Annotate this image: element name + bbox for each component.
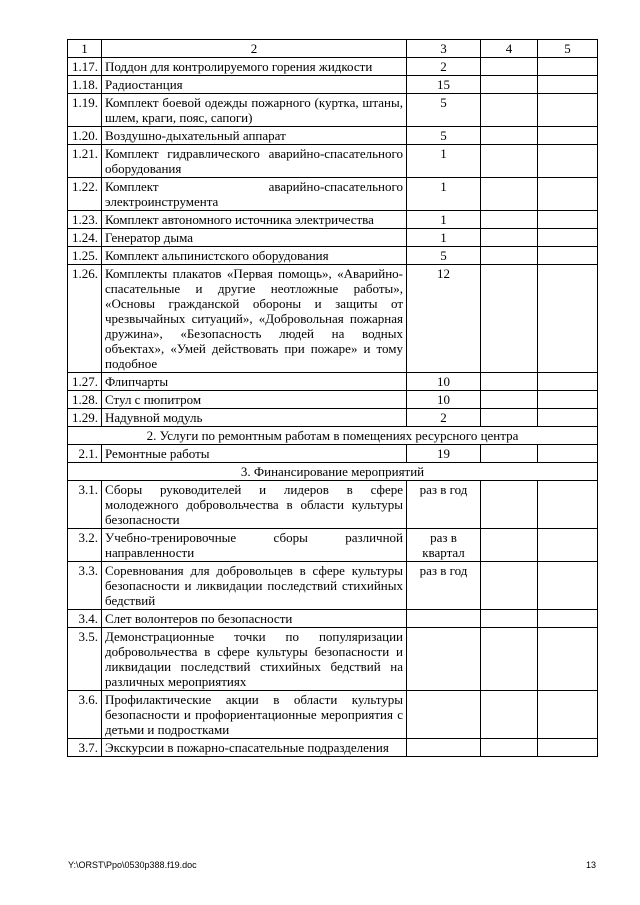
table-row bbox=[68, 562, 598, 610]
header-col-5: 5 bbox=[538, 40, 598, 58]
row-col-5 bbox=[538, 58, 598, 76]
row-col-4 bbox=[481, 94, 538, 127]
row-col-4 bbox=[481, 76, 538, 94]
equipment-table bbox=[67, 39, 598, 757]
row-col-5 bbox=[538, 145, 598, 178]
row-col-4 bbox=[481, 610, 538, 628]
row-col-5 bbox=[538, 76, 598, 94]
row-col-4 bbox=[481, 739, 538, 757]
row-name: Сборы руководителей и лидеров в сфере молодежного добровольчества в области культуры безопасности bbox=[102, 481, 407, 529]
header-col-2: 2 bbox=[102, 40, 407, 58]
row-name: Комплекты плакатов «Первая помощь», «Аварийно-спасательные и другие неотложные работы», «Основы гражданской обороны и защиты от чрезвычайных ситуаций», «Добровольная пожарная дружина», «Безопасность людей на водных объектах», «Умей действовать при пожаре» и тому подобное bbox=[102, 265, 407, 373]
table-row bbox=[68, 691, 598, 739]
row-col-4 bbox=[481, 373, 538, 391]
row-number: 1.19. bbox=[68, 94, 102, 127]
row-quantity: 1 bbox=[407, 178, 481, 211]
row-number: 1.23. bbox=[68, 211, 102, 229]
row-quantity bbox=[407, 739, 481, 757]
table-row bbox=[68, 739, 598, 757]
row-quantity: раз в квартал bbox=[407, 529, 481, 562]
table-row bbox=[68, 229, 598, 247]
row-number: 1.27. bbox=[68, 373, 102, 391]
row-number: 1.29. bbox=[68, 409, 102, 427]
row-number: 3.4. bbox=[68, 610, 102, 628]
table-row bbox=[68, 409, 598, 427]
row-quantity: 5 bbox=[407, 247, 481, 265]
table-row bbox=[68, 94, 598, 127]
section-row bbox=[68, 427, 598, 445]
row-name: Генератор дыма bbox=[102, 229, 407, 247]
row-name: Надувной модуль bbox=[102, 409, 407, 427]
table-row bbox=[68, 391, 598, 409]
row-number: 1.25. bbox=[68, 247, 102, 265]
row-name: Воздушно-дыхательный аппарат bbox=[102, 127, 407, 145]
row-name: Радиостанция bbox=[102, 76, 407, 94]
row-number: 3.6. bbox=[68, 691, 102, 739]
row-col-5 bbox=[538, 529, 598, 562]
row-number: 1.24. bbox=[68, 229, 102, 247]
table-body bbox=[68, 40, 598, 757]
row-quantity: 5 bbox=[407, 127, 481, 145]
row-number: 2.1. bbox=[68, 445, 102, 463]
row-name: Демонстрационные точки по популяризации добровольчества в сфере культуры безопасности и ликвидации последствий стихийных бедствий на различных мероприятиях bbox=[102, 628, 407, 691]
row-quantity: 1 bbox=[407, 229, 481, 247]
table-row bbox=[68, 481, 598, 529]
page-number: 13 bbox=[586, 860, 597, 870]
row-quantity: 10 bbox=[407, 373, 481, 391]
row-col-4 bbox=[481, 481, 538, 529]
row-col-5 bbox=[538, 211, 598, 229]
row-name: Экскурсии в пожарно-спасательные подразделения bbox=[102, 739, 407, 757]
file-path: Y:\ORST\Ppo\0530p388.f19.doc bbox=[68, 860, 197, 870]
row-col-5 bbox=[538, 445, 598, 463]
row-col-5 bbox=[538, 247, 598, 265]
table-row bbox=[68, 628, 598, 691]
row-number: 1.18. bbox=[68, 76, 102, 94]
row-quantity: 12 bbox=[407, 265, 481, 373]
row-quantity: 15 bbox=[407, 76, 481, 94]
row-col-4 bbox=[481, 445, 538, 463]
row-name: Флипчарты bbox=[102, 373, 407, 391]
row-col-5 bbox=[538, 391, 598, 409]
row-quantity: 2 bbox=[407, 409, 481, 427]
row-col-5 bbox=[538, 409, 598, 427]
row-number: 1.21. bbox=[68, 145, 102, 178]
row-quantity: 1 bbox=[407, 211, 481, 229]
table-row bbox=[68, 178, 598, 211]
row-name: Стул с пюпитром bbox=[102, 391, 407, 409]
row-name: Комплект гидравлического аварийно-спасательного оборудования bbox=[102, 145, 407, 178]
row-col-4 bbox=[481, 391, 538, 409]
row-number: 3.2. bbox=[68, 529, 102, 562]
row-col-4 bbox=[481, 211, 538, 229]
row-col-5 bbox=[538, 481, 598, 529]
row-col-4 bbox=[481, 691, 538, 739]
row-number: 1.22. bbox=[68, 178, 102, 211]
row-number: 3.3. bbox=[68, 562, 102, 610]
row-col-5 bbox=[538, 739, 598, 757]
row-quantity: 5 bbox=[407, 94, 481, 127]
row-quantity: 10 bbox=[407, 391, 481, 409]
row-quantity: раз в год bbox=[407, 562, 481, 610]
row-quantity bbox=[407, 610, 481, 628]
row-name: Комплект альпинистского оборудования bbox=[102, 247, 407, 265]
row-quantity: раз в год bbox=[407, 481, 481, 529]
header-row bbox=[68, 40, 598, 58]
row-col-4 bbox=[481, 529, 538, 562]
row-col-4 bbox=[481, 127, 538, 145]
header-col-3: 3 bbox=[407, 40, 481, 58]
row-col-5 bbox=[538, 691, 598, 739]
table-row bbox=[68, 610, 598, 628]
row-col-4 bbox=[481, 145, 538, 178]
section-row bbox=[68, 463, 598, 481]
row-col-4 bbox=[481, 58, 538, 76]
row-number: 3.7. bbox=[68, 739, 102, 757]
row-quantity: 1 bbox=[407, 145, 481, 178]
row-number: 1.20. bbox=[68, 127, 102, 145]
row-col-5 bbox=[538, 373, 598, 391]
section-title: 3. Финансирование мероприятий bbox=[68, 463, 598, 481]
row-name: Комплект боевой одежды пожарного (куртка, штаны, шлем, краги, пояс, сапоги) bbox=[102, 94, 407, 127]
table-row bbox=[68, 76, 598, 94]
row-name: Слет волонтеров по безопасности bbox=[102, 610, 407, 628]
row-name: Комплект автономного источника электричества bbox=[102, 211, 407, 229]
row-name: Поддон для контролируемого горения жидкости bbox=[102, 58, 407, 76]
header-col-1: 1 bbox=[68, 40, 102, 58]
row-col-4 bbox=[481, 265, 538, 373]
table-row bbox=[68, 247, 598, 265]
table-row bbox=[68, 127, 598, 145]
row-col-5 bbox=[538, 562, 598, 610]
row-col-5 bbox=[538, 127, 598, 145]
row-name: Комплект аварийно-спасательного электроинструмента bbox=[102, 178, 407, 211]
row-col-4 bbox=[481, 247, 538, 265]
table-row bbox=[68, 145, 598, 178]
row-col-5 bbox=[538, 94, 598, 127]
row-col-5 bbox=[538, 265, 598, 373]
row-col-4 bbox=[481, 562, 538, 610]
row-col-4 bbox=[481, 409, 538, 427]
header-col-4: 4 bbox=[481, 40, 538, 58]
row-number: 1.28. bbox=[68, 391, 102, 409]
row-col-4 bbox=[481, 178, 538, 211]
row-number: 3.1. bbox=[68, 481, 102, 529]
table-row bbox=[68, 211, 598, 229]
row-name: Учебно-тренировочные сборы различной направленности bbox=[102, 529, 407, 562]
section-title: 2. Услуги по ремонтным работам в помещениях ресурсного центра bbox=[68, 427, 598, 445]
row-col-5 bbox=[538, 229, 598, 247]
table-row bbox=[68, 529, 598, 562]
row-col-5 bbox=[538, 628, 598, 691]
row-quantity bbox=[407, 628, 481, 691]
row-quantity bbox=[407, 691, 481, 739]
table-row bbox=[68, 445, 598, 463]
table-row bbox=[68, 58, 598, 76]
row-name: Профилактические акции в области культуры безопасности и профориентационные мероприятия с детьми и подростками bbox=[102, 691, 407, 739]
row-col-4 bbox=[481, 229, 538, 247]
row-name: Соревнования для добровольцев в сфере культуры безопасности и ликвидации последствий стихийных бедствий bbox=[102, 562, 407, 610]
row-quantity: 2 bbox=[407, 58, 481, 76]
row-col-5 bbox=[538, 610, 598, 628]
table-row bbox=[68, 265, 598, 373]
row-number: 1.26. bbox=[68, 265, 102, 373]
row-number: 3.5. bbox=[68, 628, 102, 691]
row-name: Ремонтные работы bbox=[102, 445, 407, 463]
table-row bbox=[68, 373, 598, 391]
row-number: 1.17. bbox=[68, 58, 102, 76]
row-col-5 bbox=[538, 178, 598, 211]
row-quantity: 19 bbox=[407, 445, 481, 463]
row-col-4 bbox=[481, 628, 538, 691]
